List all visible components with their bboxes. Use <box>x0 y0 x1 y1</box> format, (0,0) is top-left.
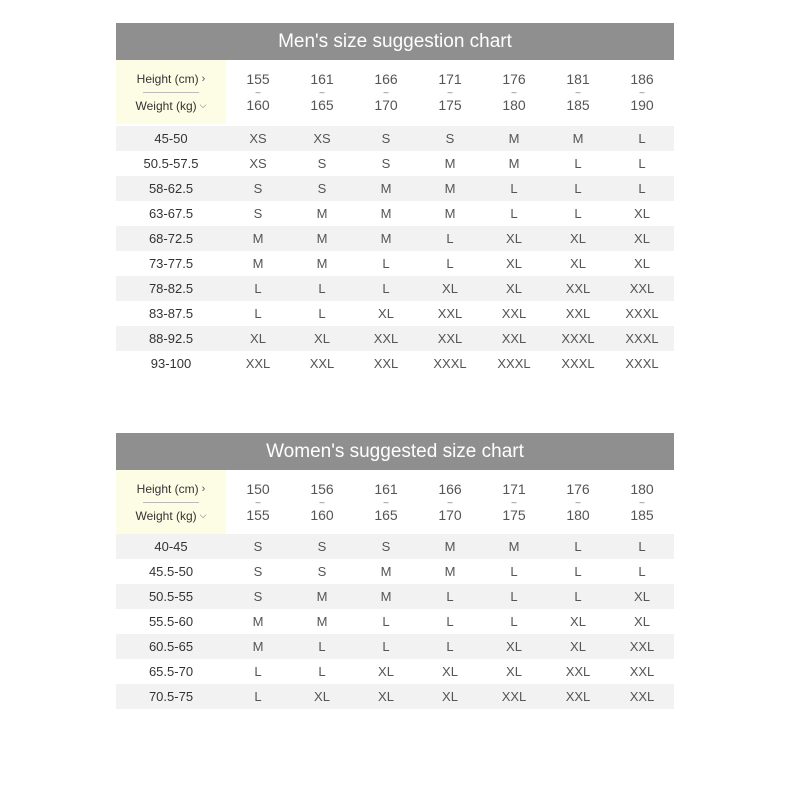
size-cell: M <box>316 231 328 246</box>
weight-range: 50.5-57.5 <box>143 156 199 171</box>
weight-range: 83-87.5 <box>148 306 194 321</box>
size-cell: L <box>318 281 326 296</box>
table-row <box>116 351 674 376</box>
size-cell: XXL <box>437 306 463 321</box>
size-cell: L <box>446 231 454 246</box>
height-to: 160 <box>246 97 270 113</box>
size-cell: XL <box>634 206 650 221</box>
size-cell: XL <box>442 689 458 704</box>
chevron-right-icon: › <box>201 482 206 495</box>
size-cell: L <box>574 539 582 554</box>
height-range <box>418 470 482 534</box>
size-cell: XXL <box>629 689 655 704</box>
size-cell: XXL <box>501 331 527 346</box>
size-cell: M <box>444 156 456 171</box>
size-cell: XL <box>634 231 650 246</box>
table-row <box>116 226 674 251</box>
height-to: 165 <box>310 97 334 113</box>
table-row <box>116 534 674 559</box>
size-cell: XL <box>506 664 522 679</box>
size-cell: XXXL <box>561 356 595 371</box>
size-cell: M <box>380 589 392 604</box>
size-cell: L <box>574 564 582 579</box>
size-cell: XXXL <box>625 331 659 346</box>
size-cell: XL <box>506 639 522 654</box>
height-range <box>226 470 290 534</box>
height-weight-label <box>116 60 226 124</box>
range-dash: – <box>639 87 645 97</box>
size-cell: M <box>508 156 520 171</box>
size-cell: L <box>382 614 390 629</box>
height-to: 185 <box>630 507 654 523</box>
range-dash: – <box>575 497 581 507</box>
height-to: 190 <box>630 97 654 113</box>
label-divider <box>143 92 199 93</box>
size-cell: XXL <box>565 664 591 679</box>
height-from: 186 <box>630 71 654 87</box>
height-range <box>354 470 418 534</box>
weight-range: 73-77.5 <box>148 256 194 271</box>
height-from: 181 <box>566 71 590 87</box>
height-from: 176 <box>566 481 590 497</box>
size-cell: XXXL <box>625 306 659 321</box>
height-range <box>290 60 354 124</box>
height-from: 156 <box>310 481 334 497</box>
chart-body <box>116 534 674 709</box>
chevron-right-icon: › <box>201 72 206 85</box>
size-cell: XL <box>570 614 586 629</box>
size-cell: XXL <box>373 356 399 371</box>
size-cell: L <box>638 131 646 146</box>
height-range <box>226 60 290 124</box>
size-cell: XXL <box>373 331 399 346</box>
weight-range: 45-50 <box>154 131 188 146</box>
size-cell: L <box>254 306 262 321</box>
size-cell: S <box>445 131 455 146</box>
size-cell: L <box>510 614 518 629</box>
size-cell: XL <box>506 281 522 296</box>
weight-range: 58-62.5 <box>148 181 194 196</box>
weight-range: 50.5-55 <box>148 589 194 604</box>
size-cell: XXL <box>245 356 271 371</box>
height-range <box>610 470 674 534</box>
size-cell: L <box>638 539 646 554</box>
size-cell: L <box>510 181 518 196</box>
chevron-down-icon: ⌵ <box>199 510 207 520</box>
size-cell: L <box>446 639 454 654</box>
height-range <box>290 470 354 534</box>
size-cell: L <box>446 256 454 271</box>
range-dash: – <box>255 87 261 97</box>
size-cell: M <box>316 256 328 271</box>
size-cell: L <box>638 564 646 579</box>
size-cell: XXL <box>629 664 655 679</box>
range-dash: – <box>575 87 581 97</box>
size-cell: XL <box>378 664 394 679</box>
size-cell: L <box>574 156 582 171</box>
weight-range: 93-100 <box>150 356 192 371</box>
height-to: 180 <box>502 97 526 113</box>
size-cell: XXXL <box>625 356 659 371</box>
size-cell: L <box>318 664 326 679</box>
table-row <box>116 634 674 659</box>
size-cell: S <box>253 539 263 554</box>
weight-label <box>136 96 207 116</box>
size-cell: L <box>382 281 390 296</box>
size-cell: XL <box>570 231 586 246</box>
size-cell: M <box>380 181 392 196</box>
height-from: 150 <box>246 481 270 497</box>
table-row <box>116 276 674 301</box>
table-row <box>116 201 674 226</box>
size-cell: M <box>252 231 264 246</box>
range-dash: – <box>255 497 261 507</box>
size-cell: XL <box>314 331 330 346</box>
size-cell: L <box>318 639 326 654</box>
size-cell: S <box>317 564 327 579</box>
size-cell: S <box>317 181 327 196</box>
height-from: 161 <box>310 71 334 87</box>
weight-range: 60.5-65 <box>148 639 194 654</box>
table-row <box>116 659 674 684</box>
label-divider <box>143 502 199 503</box>
height-from: 171 <box>502 481 526 497</box>
size-cell: S <box>381 156 391 171</box>
height-to: 170 <box>374 97 398 113</box>
size-cell: XL <box>634 256 650 271</box>
size-cell: L <box>574 589 582 604</box>
size-cell: XS <box>249 131 267 146</box>
height-from: 161 <box>374 481 398 497</box>
weight-label <box>136 506 207 526</box>
weight-range: 40-45 <box>154 539 188 554</box>
height-from: 155 <box>246 71 270 87</box>
height-label <box>137 479 206 499</box>
weight-range: 68-72.5 <box>148 231 194 246</box>
size-cell: L <box>510 206 518 221</box>
range-dash: – <box>447 497 453 507</box>
size-cell: XL <box>506 256 522 271</box>
size-cell: XL <box>634 614 650 629</box>
range-dash: – <box>319 87 325 97</box>
size-cell: XL <box>314 689 330 704</box>
height-from: 166 <box>374 71 398 87</box>
size-cell: M <box>572 131 584 146</box>
table-row <box>116 151 674 176</box>
size-cell: M <box>444 564 456 579</box>
height-range <box>610 60 674 124</box>
size-cell: L <box>574 181 582 196</box>
height-range <box>482 60 546 124</box>
size-cell: XXL <box>565 306 591 321</box>
size-cell: XL <box>378 306 394 321</box>
table-row <box>116 584 674 609</box>
table-row <box>116 684 674 709</box>
weight-range: 65.5-70 <box>148 664 194 679</box>
size-cell: XXL <box>565 689 591 704</box>
size-cell: S <box>317 156 327 171</box>
table-row <box>116 251 674 276</box>
size-cell: M <box>444 181 456 196</box>
size-cell: L <box>382 256 390 271</box>
size-cell: XXXL <box>433 356 467 371</box>
size-cell: XS <box>249 156 267 171</box>
table-row <box>116 126 674 151</box>
range-dash: – <box>447 87 453 97</box>
size-cell: M <box>444 206 456 221</box>
weight-range: 45.5-50 <box>148 564 194 579</box>
size-cell: XS <box>313 131 331 146</box>
weight-label-text: Weight (kg) <box>135 98 197 113</box>
weight-range: 55.5-60 <box>148 614 194 629</box>
height-to: 160 <box>310 507 334 523</box>
range-dash: – <box>639 497 645 507</box>
size-cell: XL <box>250 331 266 346</box>
table-row <box>116 301 674 326</box>
header-row <box>116 60 674 124</box>
size-cell: M <box>380 564 392 579</box>
height-range <box>546 60 610 124</box>
size-cell: L <box>254 689 262 704</box>
size-cell: M <box>252 614 264 629</box>
size-cell: M <box>380 206 392 221</box>
size-cell: XL <box>442 281 458 296</box>
size-cell: L <box>446 614 454 629</box>
height-from: 171 <box>438 71 462 87</box>
height-to: 165 <box>374 507 398 523</box>
size-cell: M <box>316 589 328 604</box>
size-cell: M <box>380 231 392 246</box>
size-cell: XXL <box>501 306 527 321</box>
chart-body <box>116 126 674 376</box>
size-cell: S <box>381 131 391 146</box>
range-dash: – <box>319 497 325 507</box>
range-dash: – <box>511 497 517 507</box>
size-cell: XL <box>570 639 586 654</box>
height-weight-label <box>116 470 226 534</box>
range-dash: – <box>383 497 389 507</box>
size-cell: XL <box>570 256 586 271</box>
size-cell: L <box>510 564 518 579</box>
height-range <box>482 470 546 534</box>
range-dash: – <box>511 87 517 97</box>
height-to: 185 <box>566 97 590 113</box>
height-to: 175 <box>438 97 462 113</box>
size-cell: S <box>253 206 263 221</box>
size-cell: XXL <box>437 331 463 346</box>
size-cell: S <box>317 539 327 554</box>
size-cell: M <box>508 539 520 554</box>
size-cell: L <box>638 156 646 171</box>
women-size-chart <box>116 433 674 709</box>
size-cell: S <box>253 589 263 604</box>
chevron-down-icon: ⌵ <box>199 100 207 110</box>
size-cell: XL <box>634 589 650 604</box>
table-row <box>116 176 674 201</box>
size-cell: XXL <box>629 639 655 654</box>
size-cell: L <box>254 281 262 296</box>
size-cell: S <box>253 181 263 196</box>
height-to: 170 <box>438 507 462 523</box>
size-cell: XXL <box>565 281 591 296</box>
size-cell: M <box>252 256 264 271</box>
table-row <box>116 609 674 634</box>
size-cell: XL <box>378 689 394 704</box>
size-cell: XXXL <box>497 356 531 371</box>
size-cell: XXL <box>629 281 655 296</box>
size-cell: L <box>574 206 582 221</box>
size-cell: L <box>254 664 262 679</box>
size-cell: XXXL <box>561 331 595 346</box>
size-cell: L <box>510 589 518 604</box>
weight-range: 70.5-75 <box>148 689 194 704</box>
size-cell: L <box>318 306 326 321</box>
height-range <box>354 60 418 124</box>
size-cell: L <box>638 181 646 196</box>
weight-range: 63-67.5 <box>148 206 194 221</box>
size-cell: M <box>316 614 328 629</box>
height-label <box>137 69 206 89</box>
size-cell: S <box>253 564 263 579</box>
size-cell: M <box>316 206 328 221</box>
size-cell: XL <box>506 231 522 246</box>
height-to: 175 <box>502 507 526 523</box>
size-cell: XXL <box>309 356 335 371</box>
chart-title: Men's size suggestion chart <box>116 23 674 60</box>
weight-label-text: Weight (kg) <box>135 508 197 523</box>
size-cell: L <box>446 589 454 604</box>
header-row <box>116 470 674 534</box>
height-from: 176 <box>502 71 526 87</box>
height-from: 180 <box>630 481 654 497</box>
size-cell: XL <box>442 664 458 679</box>
height-label-text: Height (cm) <box>136 71 199 86</box>
height-from: 166 <box>438 481 462 497</box>
table-row <box>116 326 674 351</box>
height-range <box>418 60 482 124</box>
height-to: 180 <box>566 507 590 523</box>
height-range <box>546 470 610 534</box>
weight-range: 78-82.5 <box>148 281 194 296</box>
size-cell: M <box>252 639 264 654</box>
table-row <box>116 559 674 584</box>
height-to: 155 <box>246 507 270 523</box>
size-cell: M <box>508 131 520 146</box>
size-cell: M <box>444 539 456 554</box>
size-cell: XXL <box>501 689 527 704</box>
size-cell: L <box>382 639 390 654</box>
range-dash: – <box>383 87 389 97</box>
chart-title: Women's suggested size chart <box>116 433 674 470</box>
size-cell: S <box>381 539 391 554</box>
men-size-chart <box>116 23 674 376</box>
height-label-text: Height (cm) <box>136 481 199 496</box>
weight-range: 88-92.5 <box>148 331 194 346</box>
